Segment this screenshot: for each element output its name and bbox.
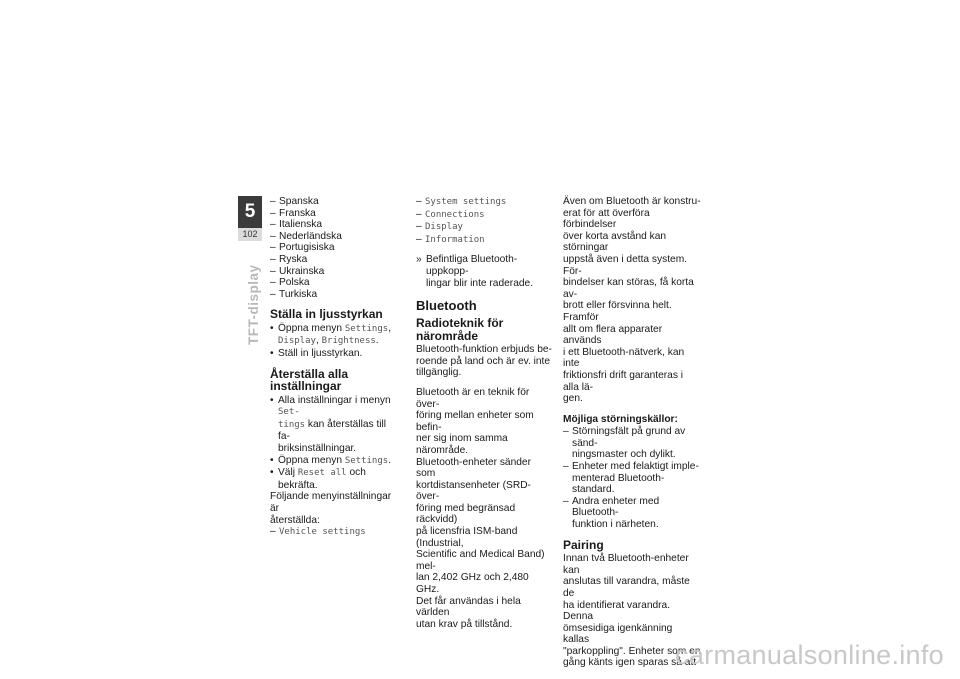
text-line: anslutas till varandra, måste de bbox=[563, 576, 690, 599]
radio-heading-line: Radioteknik för bbox=[416, 316, 504, 331]
step-text: Alla inställningar i menyn bbox=[278, 394, 391, 406]
reset-following-text bbox=[270, 491, 400, 526]
text-line: allt om flera apparater används bbox=[563, 323, 663, 347]
language-item: – Ukrainska bbox=[270, 266, 400, 278]
text-line: "parkoppling". Enheter som en bbox=[563, 645, 701, 657]
menu-brightness: Brightness bbox=[321, 336, 376, 347]
menu-information: Information bbox=[425, 234, 485, 245]
language-item: – Turkiska bbox=[270, 289, 400, 301]
text-line: brott eller försvinna helt. Framför bbox=[563, 300, 672, 323]
reset-item bbox=[416, 234, 552, 247]
text-line: erat för att överföra förbindelser bbox=[563, 207, 650, 231]
text-line: ner sig inom samma närområde. bbox=[416, 433, 508, 456]
column-3 bbox=[563, 196, 701, 669]
menu-reset-all: Reset all bbox=[297, 468, 347, 479]
text-line: ningsmaster och dylikt. bbox=[572, 449, 676, 461]
text-line: – Enheter med felaktigt imple- bbox=[572, 461, 699, 473]
period: . bbox=[388, 454, 392, 466]
menu-settings: Settings bbox=[344, 455, 389, 466]
text-line: ömsesidiga igenkänning kallas bbox=[563, 622, 673, 646]
text-line: Även om Bluetooth är konstru- bbox=[563, 196, 701, 207]
text-line: Scientific and Medical Band) mel- bbox=[416, 549, 545, 572]
text-line: föring mellan enheter som befin- bbox=[416, 410, 534, 433]
menu-vehicle-settings: Vehicle settings bbox=[279, 527, 366, 538]
text-line: Bluetooth-enheter sänder som bbox=[416, 456, 531, 480]
text-line: kortdistansenheter (SRD-över- bbox=[416, 479, 531, 503]
step-text: briksinställningar. bbox=[278, 443, 357, 454]
menu-display: Display bbox=[425, 222, 463, 233]
radio-heading-line: närområde bbox=[416, 328, 479, 343]
column-1 bbox=[270, 196, 400, 539]
bluetooth-para-3 bbox=[563, 196, 701, 405]
text-line: roende på land och är ev. inte bbox=[416, 355, 551, 367]
reset-step-open bbox=[270, 455, 400, 468]
text-line: lan 2,402 GHz och 2,480 GHz. bbox=[416, 572, 529, 596]
text-line: Följande menyinställningar är bbox=[270, 491, 392, 514]
menu-display: Display bbox=[278, 336, 316, 347]
text-line: Befintliga Bluetooth-uppkopp- bbox=[426, 254, 518, 277]
language-list bbox=[270, 196, 400, 300]
language-item: – Spanska bbox=[270, 196, 400, 208]
result-mark: » bbox=[416, 254, 422, 266]
text-line: ha identifierat varandra. Denna bbox=[563, 599, 671, 623]
chapter-side-title: TFT-display bbox=[246, 264, 261, 345]
text-line: Bluetooth är en teknik för över- bbox=[416, 386, 530, 410]
chapter-number: 5 bbox=[238, 196, 262, 228]
watermark: carmanualsonline.info bbox=[675, 640, 944, 670]
separator: , bbox=[315, 335, 322, 347]
interference-item bbox=[563, 426, 701, 461]
bluetooth-heading: Bluetooth bbox=[416, 298, 477, 314]
text-line: på licensfria ISM-band (Industrial, bbox=[416, 526, 518, 549]
interference-item bbox=[563, 461, 701, 496]
text-line: Det får användas i hela världen bbox=[416, 595, 521, 619]
separator: , bbox=[388, 322, 392, 334]
menu-settings: Settings bbox=[344, 323, 389, 334]
text-line: menterad Bluetooth-standard. bbox=[572, 472, 665, 496]
text-line: tillgänglig. bbox=[416, 367, 462, 379]
menu-settings: tings bbox=[278, 419, 306, 430]
reset-heading bbox=[270, 368, 400, 393]
brightness-step-set: • Ställ in ljusstyrkan. bbox=[270, 348, 400, 360]
text-line: lingar blir inte raderade. bbox=[426, 277, 534, 289]
reset-step-info bbox=[270, 395, 400, 455]
menu-settings: Set- bbox=[278, 407, 300, 418]
step-text: Välj bbox=[278, 467, 298, 479]
menu-connections: Connections bbox=[425, 209, 485, 220]
reset-heading-line: Återställa alla bbox=[270, 366, 349, 381]
brightness-heading: Ställa in ljusstyrkan bbox=[270, 307, 383, 322]
page-number: 102 bbox=[238, 228, 262, 241]
bluetooth-para-2 bbox=[416, 387, 552, 630]
interference-heading: Möjliga störningskällor: bbox=[563, 413, 678, 425]
reset-item bbox=[270, 526, 400, 539]
radio-heading bbox=[416, 317, 552, 342]
step-text: Öppna menyn bbox=[278, 454, 345, 466]
bluetooth-para-1 bbox=[416, 344, 552, 379]
step-text: kan återställas till fa- bbox=[278, 418, 387, 443]
language-item: – Franska bbox=[270, 208, 400, 220]
interference-item bbox=[563, 496, 701, 531]
language-item: – Portugisiska bbox=[270, 242, 400, 254]
text-line: – Andra enheter med Bluetooth- bbox=[572, 495, 660, 519]
text-line: – Störningsfält på grund av sänd- bbox=[572, 426, 686, 449]
reset-heading-line: inställningar bbox=[270, 379, 342, 394]
text-line: uppstå även i detta system. För- bbox=[563, 253, 688, 277]
text-line: friktionsfri drift garanteras i alla lä- bbox=[563, 369, 684, 393]
text-line: gång känts igen sparas så att bbox=[563, 657, 697, 669]
reset-step-choose bbox=[270, 467, 400, 491]
text-line: utan krav på tillstånd. bbox=[416, 618, 513, 630]
brightness-step-open bbox=[270, 323, 400, 348]
text-line: över korta avstånd kan störningar bbox=[563, 230, 667, 254]
text-line: i ett Bluetooth-nätverk, kan inte bbox=[563, 346, 685, 370]
language-item: – Italienska bbox=[270, 219, 400, 231]
reset-item bbox=[416, 196, 552, 209]
text-line: funktion i närheten. bbox=[572, 519, 659, 531]
chapter-tab bbox=[238, 196, 262, 241]
period: . bbox=[375, 335, 379, 347]
language-item: – Polska bbox=[270, 277, 400, 289]
text-line: återställda: bbox=[270, 514, 320, 526]
menu-system-settings: System settings bbox=[425, 197, 507, 207]
pairing-heading: Pairing bbox=[563, 537, 604, 552]
language-item: – Nederländska bbox=[270, 231, 400, 243]
text-line: bindelser kan störas, få korta av- bbox=[563, 277, 694, 300]
text-line: föring med begränsad räckvidd) bbox=[416, 502, 516, 526]
result-note bbox=[416, 254, 552, 289]
step-text: och bekräfta. bbox=[278, 467, 366, 491]
text-line: gen. bbox=[563, 393, 583, 405]
text-line: Bluetooth-funktion erbjuds be- bbox=[416, 344, 552, 356]
reset-item bbox=[416, 209, 552, 222]
text-line: Innan två Bluetooth-enheter kan bbox=[563, 553, 689, 576]
reset-item bbox=[416, 221, 552, 234]
column-2 bbox=[416, 196, 552, 630]
step-text: Öppna menyn bbox=[278, 322, 345, 334]
language-item: – Ryska bbox=[270, 254, 400, 266]
